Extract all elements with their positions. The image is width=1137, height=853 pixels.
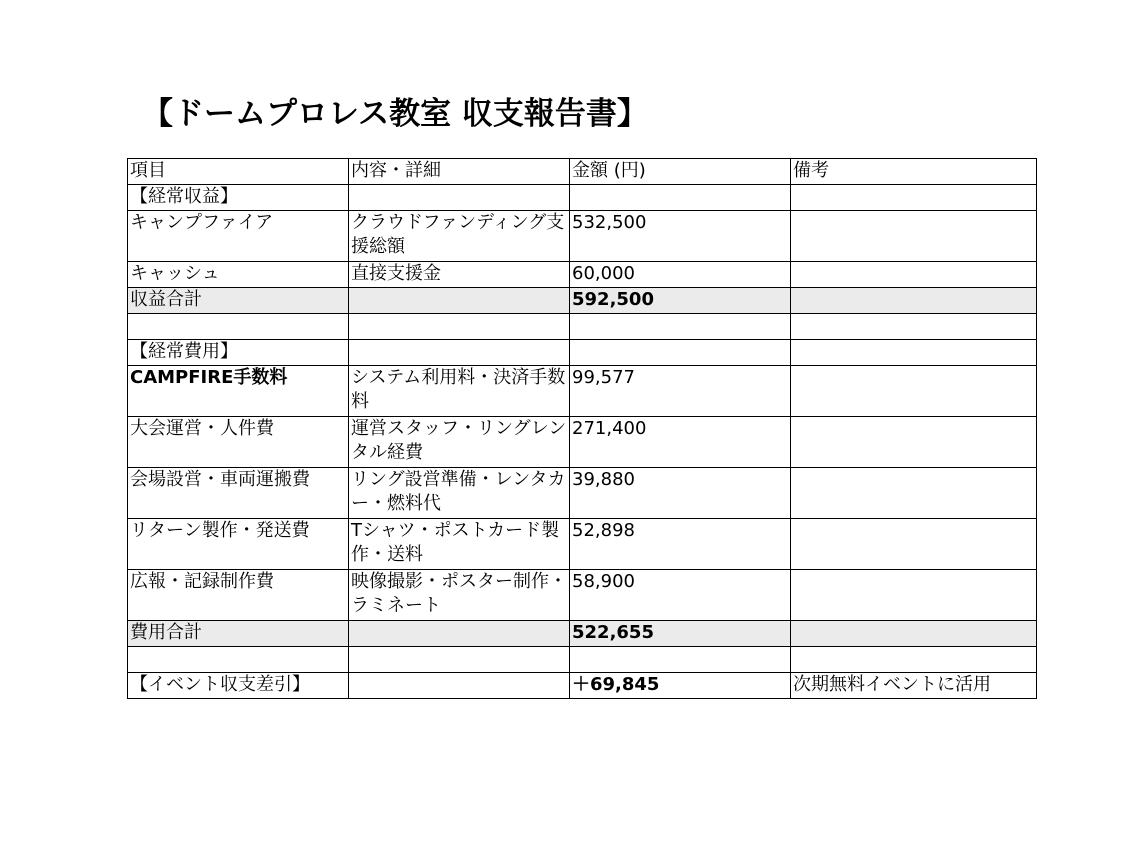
cell-detail: 映像撮影・ポスター制作・ラミネート <box>349 570 570 621</box>
cell-detail: システム利用料・決済手数料 <box>349 366 570 417</box>
table-header-row <box>128 159 1037 185</box>
cell-item <box>128 314 349 340</box>
cell-amount <box>570 340 791 366</box>
cell-note <box>791 340 1037 366</box>
cell-note <box>791 185 1037 211</box>
expense-total-amount: 522,655 <box>570 621 791 647</box>
cell-item: 会場設営・車両運搬費 <box>128 468 349 519</box>
cell-item: 費用合計 <box>128 621 349 647</box>
cell-detail: Tシャツ・ポストカード製作・送料 <box>349 519 570 570</box>
cell-amount: 271,400 <box>570 417 791 468</box>
cell-detail <box>349 185 570 211</box>
cell-item: キャンプファイア <box>128 211 349 262</box>
cell-detail <box>349 621 570 647</box>
revenue-total-row <box>128 288 1037 314</box>
cell-note <box>791 647 1037 673</box>
table-row <box>128 211 1037 262</box>
cell-amount: 58,900 <box>570 570 791 621</box>
cell-amount <box>570 314 791 340</box>
report-table <box>127 158 1037 699</box>
cell-item: 大会運営・人件費 <box>128 417 349 468</box>
header-note: 備考 <box>791 159 1037 185</box>
cell-note <box>791 519 1037 570</box>
cell-item: リターン製作・発送費 <box>128 519 349 570</box>
cell-detail: 運営スタッフ・リングレンタル経費 <box>349 417 570 468</box>
cell-note <box>791 262 1037 288</box>
document-title: 【ドームプロレス教室 収支報告書】 <box>142 96 648 132</box>
spacer-row <box>128 314 1037 340</box>
cell-item <box>128 647 349 673</box>
cell-note <box>791 288 1037 314</box>
cell-item: 広報・記録制作費 <box>128 570 349 621</box>
cell-amount: 532,500 <box>570 211 791 262</box>
balance-amount: ＋69,845 <box>570 673 791 699</box>
cell-detail: 直接支援金 <box>349 262 570 288</box>
cell-item: 【経常費用】 <box>128 340 349 366</box>
cell-note <box>791 570 1037 621</box>
table-row <box>128 417 1037 468</box>
cell-amount: 39,880 <box>570 468 791 519</box>
header-amount: 金額 (円) <box>570 159 791 185</box>
section-row-revenue <box>128 185 1037 211</box>
cell-note <box>791 621 1037 647</box>
cell-detail <box>349 340 570 366</box>
cell-item: 収益合計 <box>128 288 349 314</box>
cell-detail <box>349 673 570 699</box>
cell-detail <box>349 314 570 340</box>
header-detail: 内容・詳細 <box>349 159 570 185</box>
balance-row <box>128 673 1037 699</box>
cell-note <box>791 211 1037 262</box>
table-row <box>128 570 1037 621</box>
revenue-total-amount: 592,500 <box>570 288 791 314</box>
cell-note <box>791 314 1037 340</box>
cell-note <box>791 417 1037 468</box>
cell-note <box>791 468 1037 519</box>
header-item: 項目 <box>128 159 349 185</box>
cell-detail <box>349 288 570 314</box>
cell-item: 【イベント収支差引】 <box>128 673 349 699</box>
cell-amount <box>570 185 791 211</box>
table-row <box>128 366 1037 417</box>
cell-item: 【経常収益】 <box>128 185 349 211</box>
cell-detail: リング設営準備・レンタカー・燃料代 <box>349 468 570 519</box>
cell-amount: 60,000 <box>570 262 791 288</box>
cell-amount <box>570 647 791 673</box>
expense-total-row <box>128 621 1037 647</box>
cell-detail <box>349 647 570 673</box>
table-row <box>128 519 1037 570</box>
cell-item: CAMPFIRE手数料 <box>128 366 349 417</box>
cell-amount: 99,577 <box>570 366 791 417</box>
cell-note <box>791 366 1037 417</box>
table-row <box>128 262 1037 288</box>
cell-note: 次期無料イベントに活用 <box>791 673 1037 699</box>
cell-item: キャッシュ <box>128 262 349 288</box>
cell-detail: クラウドファンディング支援総額 <box>349 211 570 262</box>
cell-amount: 52,898 <box>570 519 791 570</box>
section-row-expenses <box>128 340 1037 366</box>
spacer-row <box>128 647 1037 673</box>
table-row <box>128 468 1037 519</box>
